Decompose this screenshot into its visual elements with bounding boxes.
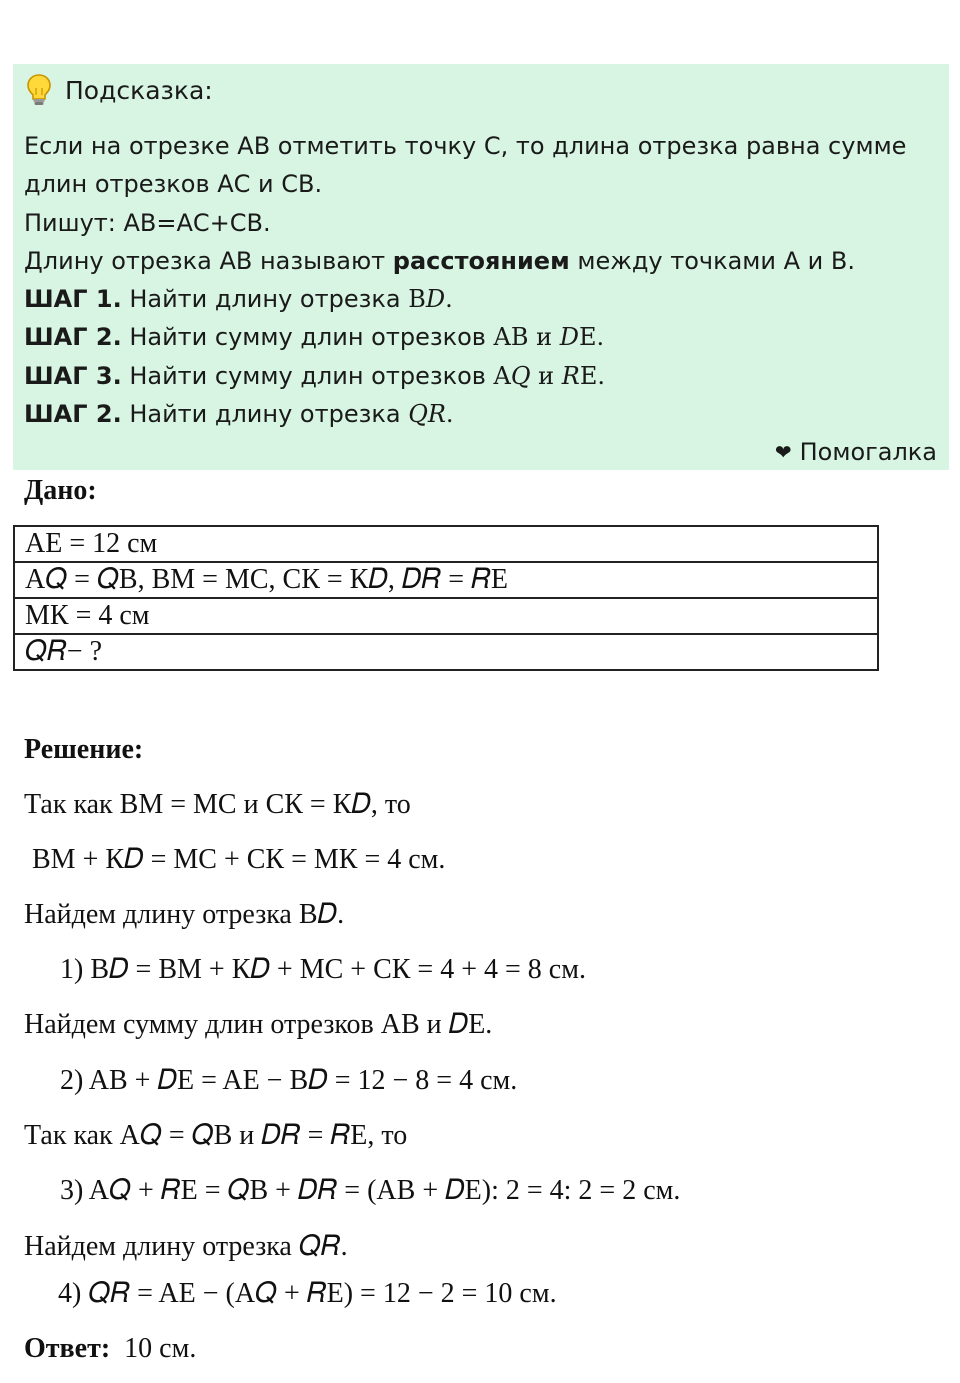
solution-line: Найдем длину отрезка B𝐷. bbox=[24, 899, 345, 930]
hint-bold-text: ШАГ 2. bbox=[24, 323, 122, 352]
solution-line: Найдем сумму длин отрезков AB и 𝐷E. bbox=[24, 1009, 493, 1040]
solution-step: 2) AB + 𝐷E = AE − B𝐷 = 12 − 8 = 4 см. bbox=[60, 1065, 518, 1096]
answer bbox=[24, 1331, 196, 1367]
hint-text-part: Найти сумму длин отрезков bbox=[121, 361, 494, 390]
hint-line bbox=[24, 318, 935, 356]
given-cell: АЕ = 12 см bbox=[14, 526, 878, 562]
solution-step: 3) A𝑄 + 𝑅E = 𝑄B + 𝐷𝑅 = (AB + 𝐷E): 2 = 4: 2 = 2 см. bbox=[60, 1175, 681, 1206]
hint-line bbox=[24, 280, 935, 318]
given-table bbox=[13, 525, 879, 671]
hint-bold-text: расстоянием bbox=[392, 246, 570, 275]
solution-line: Так как A𝑄 = 𝑄B и 𝐷𝑅 = 𝑅E, то bbox=[24, 1120, 408, 1151]
hint-math-text: 𝑄𝑅. bbox=[408, 400, 454, 429]
solution-line: BM + К𝐷 = MC + CК = МК = 4 см. bbox=[32, 844, 446, 875]
hint-line bbox=[24, 165, 935, 203]
solution-title: Решение: bbox=[24, 734, 144, 765]
hint-math-text: B𝐷. bbox=[408, 285, 453, 314]
brand-label: Помогалка bbox=[799, 438, 937, 466]
solution-step: 4) 𝑄𝑅 = AE − (A𝑄 + 𝑅E) = 12 − 2 = 10 см. bbox=[58, 1278, 557, 1309]
hint-line bbox=[24, 127, 935, 165]
hint-line bbox=[24, 204, 935, 242]
hint-text-part: между точками А и В. bbox=[569, 246, 855, 275]
hint-text-part: Длину отрезка АВ называют bbox=[24, 246, 393, 275]
hint-text-part: Найти длину отрезка bbox=[121, 400, 409, 429]
table-row bbox=[14, 634, 878, 670]
hint-text-part: Найти длину отрезка bbox=[121, 285, 409, 314]
hint-bold-text: ШАГ 1. bbox=[24, 285, 122, 314]
hint-header bbox=[25, 72, 213, 108]
hint-bold-text: ШАГ 3. bbox=[24, 361, 122, 390]
hint-math-text: AB и 𝐷E. bbox=[493, 323, 605, 352]
answer-label: Ответ: bbox=[24, 1333, 111, 1364]
hint-bold-text: ШАГ 2. bbox=[24, 400, 122, 429]
hint-line bbox=[24, 395, 935, 433]
hint-text-part: Найти сумму длин отрезков bbox=[121, 323, 494, 352]
lightbulb-icon bbox=[25, 73, 53, 107]
hint-math-text: A𝑄 и 𝑅E. bbox=[493, 361, 606, 390]
hint-text-part: длин отрезков АС и СВ. bbox=[24, 170, 323, 199]
table-row bbox=[14, 526, 878, 562]
given-cell: МК = 4 см bbox=[14, 598, 878, 634]
given-cell: A𝑄 = 𝑄B, BM = MC, CК = К𝐷, 𝐷𝑅 = 𝑅E bbox=[14, 562, 878, 598]
hint-text-part: Если на отрезке АВ отметить точку С, то длина отрезка равна сумме bbox=[24, 132, 907, 160]
hint-line bbox=[24, 357, 935, 395]
answer-value: 10 см. bbox=[124, 1333, 197, 1364]
table-row bbox=[14, 598, 878, 634]
hint-text-part: Пишут: АВ=АС+СВ. bbox=[24, 208, 271, 237]
hint-text bbox=[24, 127, 935, 433]
solution-line: Найдем длину отрезка 𝑄𝑅. bbox=[24, 1231, 348, 1262]
given-cell: 𝑄𝑅− ? bbox=[14, 634, 878, 670]
brand bbox=[775, 436, 937, 468]
hint-box bbox=[13, 64, 949, 470]
given-title: Дано: bbox=[24, 475, 97, 506]
hint-line bbox=[24, 242, 935, 280]
table-row bbox=[14, 562, 878, 598]
solution-line: Так как BM = MC и CК = К𝐷, то bbox=[24, 789, 411, 820]
hint-title: Подсказка: bbox=[65, 75, 213, 105]
solution-step: 1) B𝐷 = BM + К𝐷 + MC + CК = 4 + 4 = 8 см. bbox=[60, 954, 586, 985]
heart-icon: ❤ bbox=[774, 440, 792, 464]
